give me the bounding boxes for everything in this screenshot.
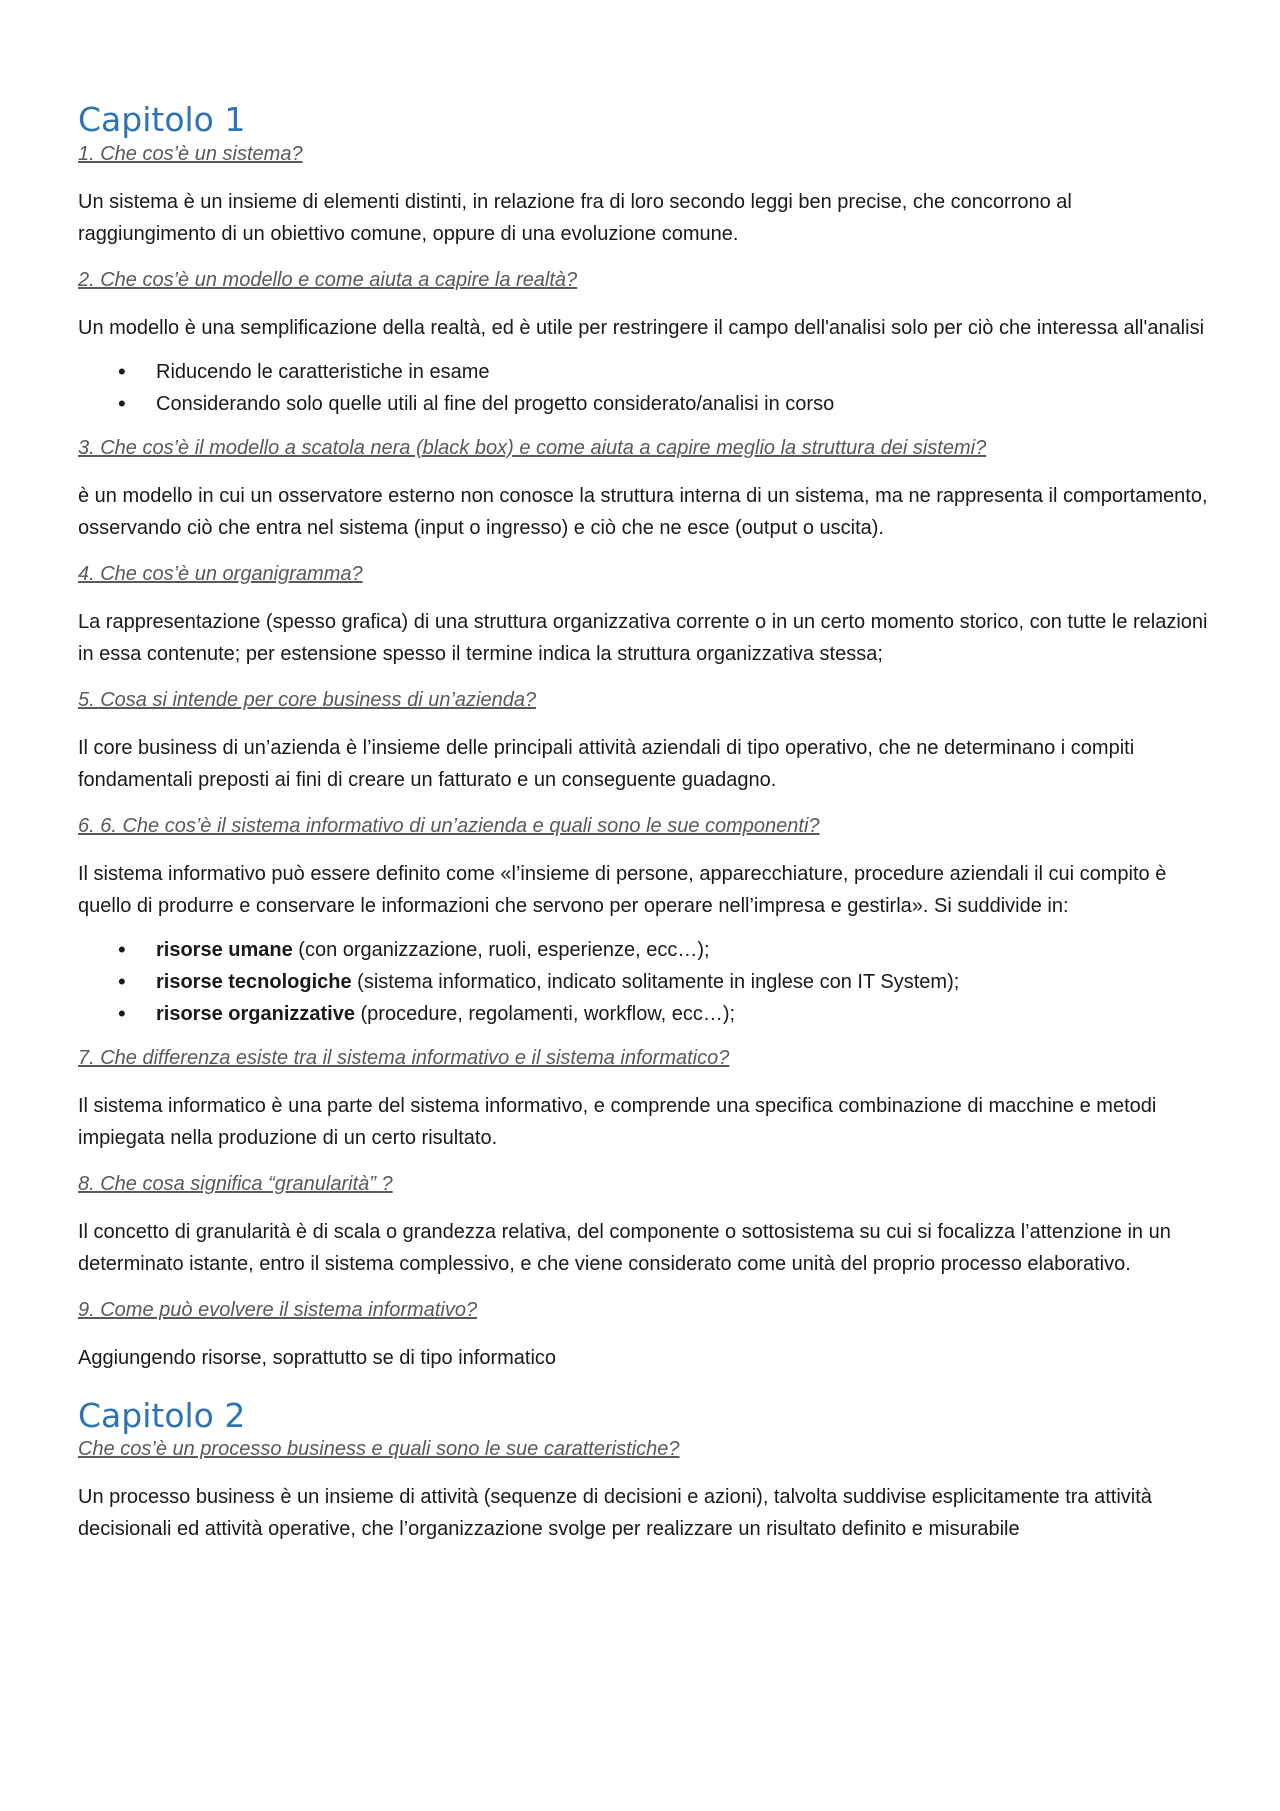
question-6: 6. 6. Che cos’è il sistema informativo di un’azienda e quali sono le sue componenti? xyxy=(78,814,820,837)
answer-2: Un modello è una semplificazione della realtà, ed è utile per restringere il campo dell'analisi solo per ciò che interessa all'analisi xyxy=(78,316,1205,339)
question-7: 7. Che differenza esiste tra il sistema informativo e il sistema informatico? xyxy=(78,1046,730,1069)
question-5: 5. Cosa si intende per core business di un’azienda? xyxy=(78,688,537,711)
list-item-text: (sistema informatico, indicato solitamente in inglese con IT System); xyxy=(351,970,960,993)
list-item-bold: risorse umane xyxy=(156,938,293,961)
question-4: 4. Che cos’è un organigramma? xyxy=(78,562,363,585)
list-item-text: (con organizzazione, ruoli, esperienze, ecc…); xyxy=(292,938,710,961)
answer-4: La rappresentazione (spesso grafica) di una struttura organizzativa corrente o in un certo momento storico, con tutte le relazioni in essa contenute; per estensione spesso il termine indica la struttura organizzativa stessa; xyxy=(78,610,1208,665)
chapter-2-question-1: Che cos’è un processo business e quali sono le sue caratteristiche? xyxy=(78,1438,680,1461)
chapter-1-heading: Capitolo 1 xyxy=(78,100,246,139)
question-2: 2. Che cos’è un modello e come aiuta a capire la realtà? xyxy=(78,268,578,291)
answer-7: Il sistema informatico è una parte del sistema informativo, e comprende una specifica combinazione di macchine e metodi impiegata nella produzione di un certo risultato. xyxy=(78,1094,1157,1149)
question-3: 3. Che cos’è il modello a scatola nera (black box) e come aiuta a capire meglio la struttura dei sistemi? xyxy=(78,436,987,459)
answer-6-list xyxy=(78,934,1208,1030)
list-item xyxy=(78,966,1208,998)
answer-9: Aggiungendo risorse, soprattutto se di tipo informatico xyxy=(78,1346,557,1369)
list-item: • Riducendo le caratteristiche in esame xyxy=(78,356,1208,388)
question-1: 1. Che cos’è un sistema? xyxy=(78,142,303,165)
chapter-2-answer-1: Un processo business è un insieme di attività (sequenze di decisioni e azioni), talvolta suddivise esplicitamente tra attività decisionali ed attività operative, che l’organizzazione svolge per realizzare un risultato definito e misurabile xyxy=(78,1486,1152,1541)
list-item-text: (procedure, regolamenti, workflow, ecc…); xyxy=(354,1002,736,1025)
list-item-bold: risorse tecnologiche xyxy=(156,970,352,993)
answer-1: Un sistema è un insieme di elementi distinti, in relazione fra di loro secondo leggi ben precise, che concorrono al raggiungimento di un obiettivo comune, oppure di una evoluzione comune. xyxy=(78,190,1072,245)
answer-2-list xyxy=(78,356,1208,420)
answer-6: Il sistema informativo può essere definito come «l’insieme di persone, apparecchiature, procedure aziendali il cui compito è quello di produrre e conservare le informazioni che servono per operare nell’impresa e gestirla». Si suddivide in: xyxy=(78,862,1167,917)
answer-5: Il core business di un’azienda è l’insieme delle principali attività aziendali di tipo operativo, che ne determinano i compiti fondamentali preposti ai fini di creare un fatturato e un conseguente guadagno. xyxy=(78,736,1135,791)
question-8: 8. Che cosa significa “granularità” ? xyxy=(78,1172,393,1195)
answer-3: è un modello in cui un osservatore esterno non conosce la struttura interna di un sistema, ma ne rappresenta il comportamento, osservando ciò che entra nel sistema (input o ingresso) e ciò che ne esce (output o uscita). xyxy=(78,484,1208,539)
answer-8: Il concetto di granularità è di scala o grandezza relativa, del componente o sottosistema su cui si focalizza l’attenzione in un determinato istante, entro il sistema complessivo, e che viene considerato come unità del proprio processo elaborativo. xyxy=(78,1220,1171,1275)
list-item: • Considerando solo quelle utili al fine del progetto considerato/analisi in corso xyxy=(78,388,1208,420)
list-item-bold: risorse organizzative xyxy=(156,1002,355,1025)
list-item xyxy=(78,934,1208,966)
question-9: 9. Come può evolvere il sistema informativo? xyxy=(78,1298,478,1321)
document-page xyxy=(78,100,1208,1545)
list-item xyxy=(78,998,1208,1030)
chapter-2-heading: Capitolo 2 xyxy=(78,1395,246,1435)
